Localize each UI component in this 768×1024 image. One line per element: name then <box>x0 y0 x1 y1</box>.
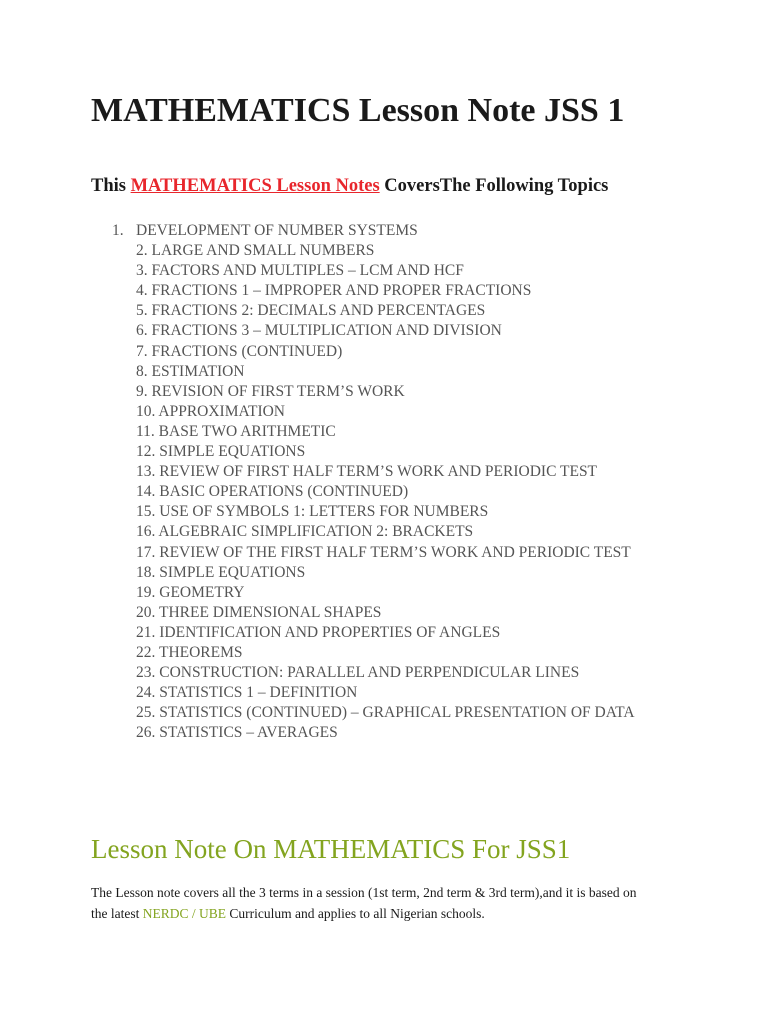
topic-label: DEVELOPMENT OF NUMBER SYSTEMS <box>136 222 418 239</box>
topic-item: 14. BASIC OPERATIONS (CONTINUED) <box>136 483 409 501</box>
topic-item: 3. FACTORS AND MULTIPLES – LCM AND HCF <box>136 262 464 280</box>
topic-item: 15. USE OF SYMBOLS 1: LETTERS FOR NUMBERS <box>136 503 489 521</box>
paragraph-text-after: Curriculum and applies to all Nigerian schools. <box>226 906 485 921</box>
topic-item: 17. REVIEW OF THE FIRST HALF TERM’S WORK AND PERIODIC TEST <box>136 543 631 561</box>
description-paragraph <box>91 882 651 924</box>
topic-item: 13. REVIEW OF FIRST HALF TERM’S WORK AND PERIODIC TEST <box>136 463 598 481</box>
page-title: MATHEMATICS Lesson Note JSS 1 <box>91 92 625 129</box>
intro-suffix: CoversThe Following Topics <box>384 176 609 196</box>
topic-item: 4. FRACTIONS 1 – IMPROPER AND PROPER FRACTIONS <box>136 282 532 300</box>
topic-item: 24. STATISTICS 1 – DEFINITION <box>136 684 358 702</box>
intro-prefix: This <box>91 176 126 196</box>
topic-item: 12. SIMPLE EQUATIONS <box>136 443 306 461</box>
topic-item: 18. SIMPLE EQUATIONS <box>136 563 306 581</box>
topic-item: 20. THREE DIMENSIONAL SHAPES <box>136 603 382 621</box>
topic-item: 21. IDENTIFICATION AND PROPERTIES OF ANGLES <box>136 623 501 641</box>
topic-item: 26. STATISTICS – AVERAGES <box>136 724 338 742</box>
topics-intro <box>91 176 608 197</box>
topic-item: 23. CONSTRUCTION: PARALLEL AND PERPENDICULAR LINES <box>136 664 580 682</box>
topic-item: 25. STATISTICS (CONTINUED) – GRAPHICAL PRESENTATION OF DATA <box>136 704 635 722</box>
topic-item: 5. FRACTIONS 2: DECIMALS AND PERCENTAGES <box>136 302 486 320</box>
topic-item: 16. ALGEBRAIC SIMPLIFICATION 2: BRACKETS <box>136 523 474 541</box>
topic-item: 22. THEOREMS <box>136 643 243 661</box>
topic-item: 8. ESTIMATION <box>136 362 245 380</box>
topic-number: 1. <box>112 222 124 239</box>
topic-item: 2. LARGE AND SMALL NUMBERS <box>136 242 375 260</box>
topics-list <box>112 221 652 743</box>
topic-item: 6. FRACTIONS 3 – MULTIPLICATION AND DIVISION <box>136 322 502 340</box>
topic-item: 11. BASE TWO ARITHMETIC <box>136 422 336 440</box>
topic-item <box>112 221 652 241</box>
topic-item: 10. APPROXIMATION <box>136 402 285 420</box>
paragraph-text-before: The Lesson note covers all the 3 terms in a session (1st term, 2nd term & 3rd term),and it is based on the latest <box>91 885 637 921</box>
topic-item: 7. FRACTIONS (CONTINUED) <box>136 342 343 360</box>
topic-item: 9. REVISION OF FIRST TERM’S WORK <box>136 382 405 400</box>
lesson-notes-link[interactable]: MATHEMATICS Lesson Notes <box>130 176 380 196</box>
nerdc-ube-link[interactable]: NERDC / UBE <box>142 906 226 921</box>
topic-item: 19. GEOMETRY <box>136 583 245 601</box>
section-heading: Lesson Note On MATHEMATICS For JSS1 <box>91 834 571 864</box>
